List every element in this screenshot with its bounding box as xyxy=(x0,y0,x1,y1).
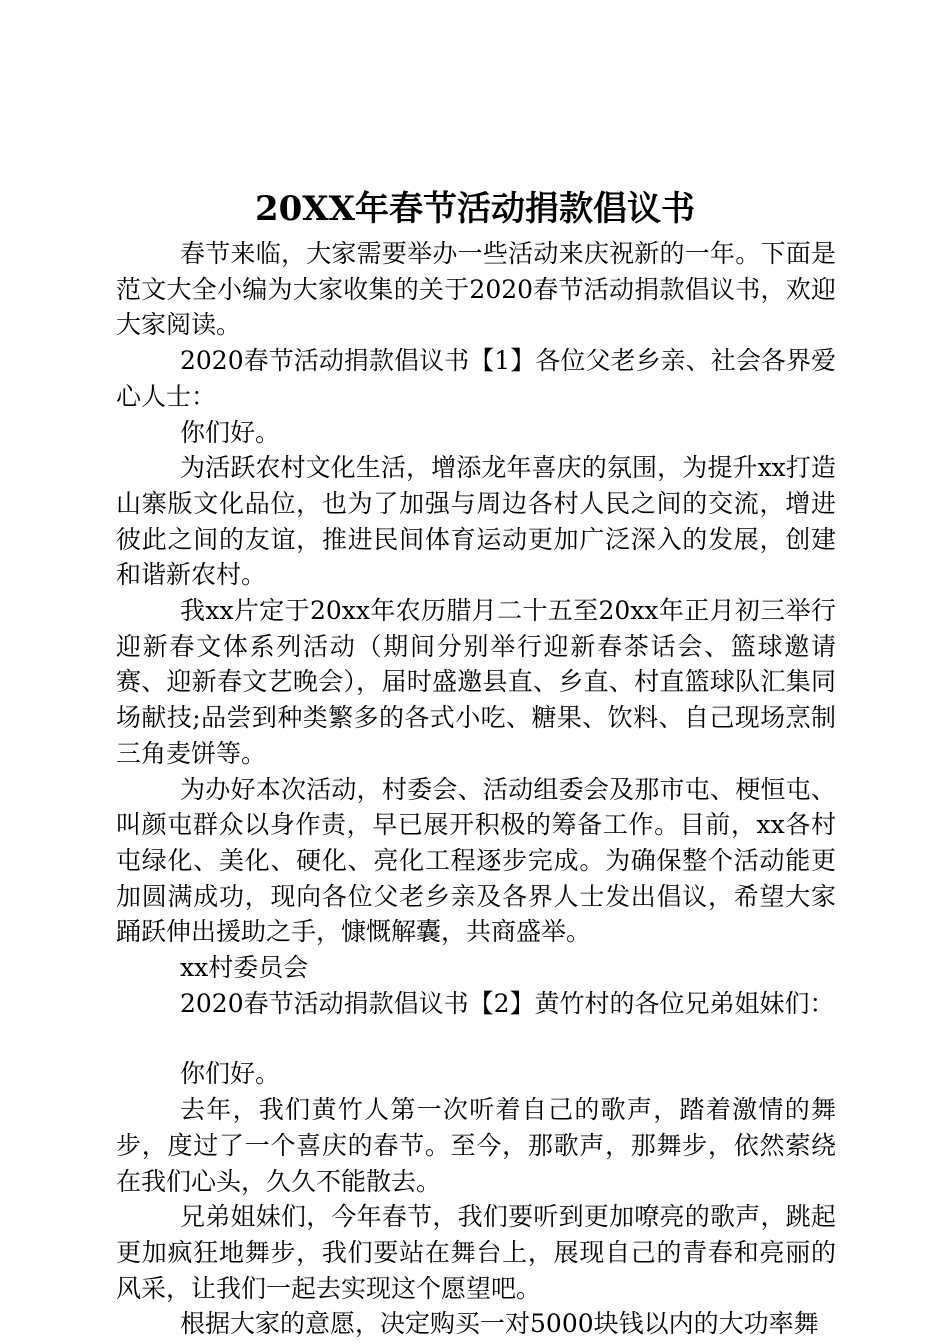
document-body xyxy=(116,236,836,1342)
document-title: 20XX年春节活动捐款倡议书 xyxy=(254,189,696,229)
paragraph-signature: xx村委员会 xyxy=(180,953,309,983)
paragraph-heading-2: 2020春节活动捐款倡议书【2】黄竹村的各位兄弟姐妹们： xyxy=(180,988,835,1018)
paragraph-greeting-2: 你们好。 xyxy=(180,1059,281,1089)
paragraph-heading-1: 2020春节活动捐款倡议书【1】各位父老乡亲、社会各界爱心人士： xyxy=(116,346,836,411)
paragraph-schedule: 我xx片定于20xx年农历腊月二十五至20xx年正月初三举行迎新春文体系列活动（期间分别举行迎新春茶话会、篮球邀请赛、迎新春文艺晚会），届时盛邀县直、乡直、村直篮球队汇集同场献技;品尝到种类繁多的各式小吃、糖果、饮料、自己现场烹制三角麦饼等。 xyxy=(116,596,836,768)
paragraph-purpose: 为活跃农村文化生活，增添龙年喜庆的氛围，为提升xx打造山寨版文化品位，也为了加强与周边各村人民之间的交流，增进彼此之间的友谊，推进民间体育运动更加广泛深入的发展，创建和谐新农村。 xyxy=(116,453,836,590)
paragraph-this-year: 兄弟姐妹们，今年春节，我们要听到更加嘹亮的歌声，跳起更加疯狂地舞步，我们要站在舞台上，展现自己的青春和亮丽的风采，让我们一起去实现这个愿望吧。 xyxy=(116,1202,836,1303)
paragraph-last-year: 去年，我们黄竹人第一次听着自己的歌声，踏着激情的舞步，度过了一个喜庆的春节。至今，那歌声，那舞步，依然萦绕在我们心头，久久不能散去。 xyxy=(116,1095,836,1196)
paragraph-appeal: 为办好本次活动，村委会、活动组委会及那市屯、梗恒屯、叫颜屯群众以身作责，早已展开积极的筹备工作。目前，xx各村屯绿化、美化、硬化、亮化工程逐步完成。为确保整个活动能更加圆满成功，现向各位父老乡亲及各界人士发出倡议，希望大家踊跃伸出援助之手，慷慨解囊，共商盛举。 xyxy=(116,774,836,947)
paragraph-intro: 春节来临，大家需要举办一些活动来庆祝新的一年。下面是范文大全小编为大家收集的关于2020春节活动捐款倡议书，欢迎大家阅读。 xyxy=(116,239,836,340)
paragraph-purchase: 根据大家的意愿，决定购买一对5000块钱以内的大功率舞 xyxy=(180,1309,819,1339)
paragraph-greeting-1: 你们好。 xyxy=(180,417,281,447)
